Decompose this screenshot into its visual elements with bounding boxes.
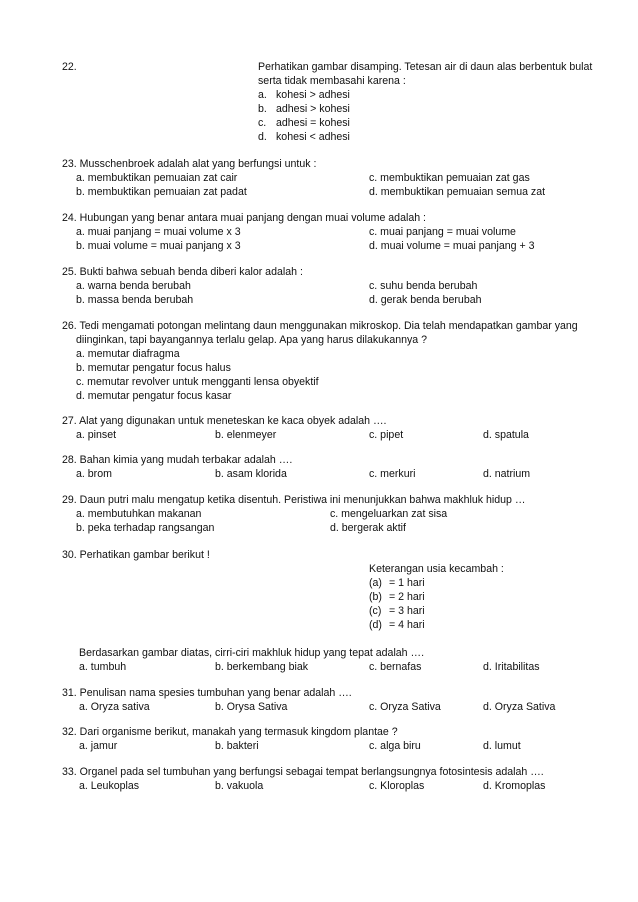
question-stem: 33. Organel pada sel tumbuhan yang berfungsi sebagai tempat berlangsungnya fotosintesis adalah …. [62, 766, 544, 778]
question-stem: 24. Hubungan yang benar antara muai panjang dengan muai volume adalah : [62, 212, 426, 224]
option-letter-c: c. [258, 117, 267, 129]
question-prompt: Berdasarkan gambar diatas, cirri-ciri makhluk hidup yang tepat adalah …. [79, 647, 425, 659]
option-letter-a: a. [258, 89, 267, 101]
option-c: c. mengeluarkan zat sisa [330, 508, 448, 520]
option-a: a. membuktikan pemuaian zat cair [76, 172, 238, 184]
question-stem-continued: diinginkan, tapi bayangannya terlalu gelap. Apa yang harus dilakukannya ? [76, 334, 428, 346]
option-c: c. Kloroplas [369, 780, 425, 792]
option-c: c. Oryza Sativa [369, 701, 441, 713]
option-d: d. gerak benda berubah [369, 294, 482, 306]
option-d: d. spatula [483, 429, 529, 441]
option-b: b. bakteri [215, 740, 259, 752]
option-c: c. membuktikan pemuaian zat gas [369, 172, 530, 184]
question-stem: 30. Perhatikan gambar berikut ! [62, 549, 210, 561]
option-b: b. berkembang biak [215, 661, 309, 673]
option-d: d. Iritabilitas [483, 661, 540, 673]
option-a: a. jamur [79, 740, 118, 752]
option-b: b. muai volume = muai panjang x 3 [76, 240, 241, 252]
option-letter-b: b. [258, 103, 267, 115]
option-b: b. vakuola [215, 780, 264, 792]
legend-label-c: (c) [369, 605, 382, 617]
option-d: d. memutar pengatur focus kasar [76, 390, 232, 402]
option-c: c. alga biru [369, 740, 421, 752]
option-a: a. tumbuh [79, 661, 127, 673]
legend-value-b: = 2 hari [389, 591, 425, 603]
legend-label-b: (b) [369, 591, 382, 603]
option-a: a. membutuhkan makanan [76, 508, 202, 520]
legend-value-c: = 3 hari [389, 605, 425, 617]
option-d: d. membuktikan pemuaian semua zat [369, 186, 546, 198]
option-a: a. pinset [76, 429, 117, 441]
question-stem: 25. Bukti bahwa sebuah benda diberi kalor adalah : [62, 266, 303, 278]
option-d: kohesi < adhesi [276, 131, 350, 143]
question-stem: 27. Alat yang digunakan untuk meneteskan ke kaca obyek adalah …. [62, 415, 387, 427]
question-stem: 32. Dari organisme berikut, manakah yang termasuk kingdom plantae ? [62, 726, 398, 738]
option-c: c. suhu benda berubah [369, 280, 478, 292]
option-a: a. Leukoplas [79, 780, 140, 792]
option-a: a. memutar diafragma [76, 348, 180, 360]
question-stem: 28. Bahan kimia yang mudah terbakar adalah …. [62, 454, 293, 466]
option-d: d. bergerak aktif [330, 522, 406, 534]
option-letter-d: d. [258, 131, 267, 143]
option-d: d. Kromoplas [483, 780, 546, 792]
option-b: b. peka terhadap rangsangan [76, 522, 215, 534]
option-c: c. bernafas [369, 661, 422, 673]
legend-value-a: = 1 hari [389, 577, 425, 589]
option-b: b. Orysa Sativa [215, 701, 288, 713]
option-d: d. muai volume = muai panjang + 3 [369, 240, 535, 252]
option-b: b. membuktikan pemuaian zat padat [76, 186, 247, 198]
option-b: b. asam klorida [215, 468, 287, 480]
option-a: kohesi > adhesi [276, 89, 350, 101]
option-b: b. memutar pengatur focus halus [76, 362, 231, 374]
question-number: 22. [62, 61, 77, 73]
option-b: b. elenmeyer [215, 429, 277, 441]
option-b: b. massa benda berubah [76, 294, 194, 306]
option-a: a. warna benda berubah [76, 280, 191, 292]
option-c: c. muai panjang = muai volume [369, 226, 516, 238]
option-c: c. pipet [369, 429, 404, 441]
legend-label-d: (d) [369, 619, 382, 631]
option-c: c. memutar revolver untuk mengganti lensa obyektif [76, 376, 319, 388]
option-a: a. brom [76, 468, 112, 480]
option-d: d. lumut [483, 740, 521, 752]
question-stem: 29. Daun putri malu mengatup ketika disentuh. Peristiwa ini menunjukkan bahwa makhluk hidup … [62, 494, 526, 506]
option-c: c. merkuri [369, 468, 416, 480]
option-a: a. muai panjang = muai volume x 3 [76, 226, 241, 238]
option-d: d. natrium [483, 468, 531, 480]
legend-value-d: = 4 hari [389, 619, 425, 631]
option-d: d. Oryza Sativa [483, 701, 556, 713]
question-stem: 31. Penulisan nama spesies tumbuhan yang benar adalah …. [62, 687, 352, 699]
option-b: adhesi > kohesi [276, 103, 350, 115]
question-stem: 26. Tedi mengamati potongan melintang daun menggunakan mikroskop. Dia telah mendapatkan gambar yang [62, 320, 578, 332]
question-stem: 23. Musschenbroek adalah alat yang berfungsi untuk : [62, 158, 317, 170]
option-c: adhesi = kohesi [276, 117, 350, 129]
question-stem: Perhatikan gambar disamping. Tetesan air di daun alas berbentuk bulat [258, 61, 593, 73]
legend-label-a: (a) [369, 577, 382, 589]
question-stem-continued: serta tidak membasahi karena : [258, 75, 406, 87]
option-a: a. Oryza sativa [79, 701, 150, 713]
legend-title: Keterangan usia kecambah : [369, 563, 504, 575]
